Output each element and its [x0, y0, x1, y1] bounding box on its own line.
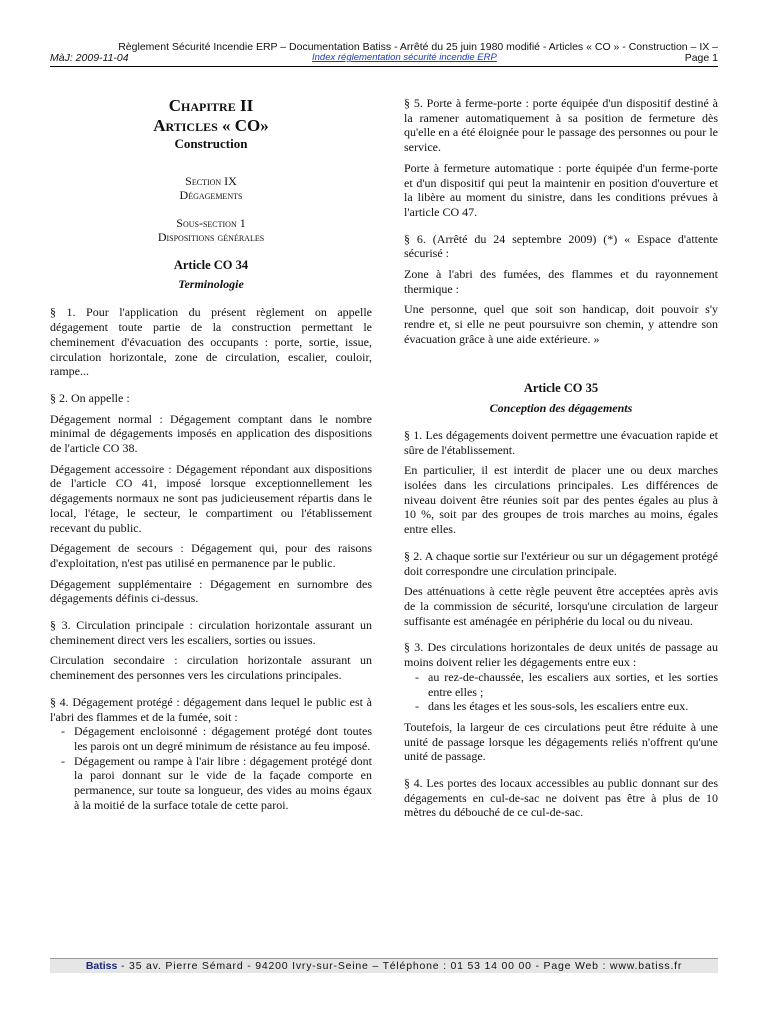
co34-paragraph-2: § 2. On appelle :	[50, 390, 130, 405]
co35-paragraph-4: § 4. Les portes des locaux accessibles au public donnant sur des dégagements en cul-de-sac ne doivent pas être à plus de 10 mètres du débouché de ce cul-de-sac.	[404, 776, 718, 820]
index-link[interactable]: Index réglementation sécurité incendie ERP	[312, 52, 497, 63]
left-column	[50, 96, 372, 819]
document-header-title: Règlement Sécurité Incendie ERP – Documentation Batiss - Arrêté du 25 juin 1980 modifié - Articles « CO » - Construction – IX –	[118, 41, 718, 53]
right-column	[404, 96, 718, 826]
articles-title: Articles « CO»	[153, 116, 269, 135]
co35-paragraph-3: § 3. Des circulations horizontales de deux unités de passage au moins doivent relier les dégagements entre eux :	[404, 640, 718, 670]
co34-paragraph-3: § 3. Circulation principale : circulation horizontale assurant un cheminement direct vers les escaliers, sorties ou issues.	[50, 618, 372, 647]
co34-paragraph-4: § 4. Dégagement protégé : dégagement dans lequel le public est à l'abri des flammes et de la fumée, soit :	[50, 694, 372, 724]
subsection-title: Sous-section 1	[176, 216, 246, 230]
subsection-subtitle: Dispositions générales	[157, 230, 265, 244]
co34-paragraph-4-list	[50, 724, 372, 812]
section-title: Section IX	[185, 174, 237, 188]
co35-paragraph-1: § 1. Les dégagements doivent permettre une évacuation rapide et sûre de l'établissement.	[404, 427, 718, 457]
document-header-meta	[50, 52, 718, 67]
chapter-title: Chapitre II	[168, 96, 254, 115]
footer-brand: Batiss	[85, 960, 118, 972]
update-date: MàJ: 2009-11-04	[50, 52, 129, 64]
co34-paragraph-6b: Zone à l'abri des fumées, des flammes et du rayonnement thermique :	[404, 267, 718, 296]
article-co34-subtitle: Terminologie	[178, 276, 244, 291]
co34-paragraph-5b: Porte à fermeture automatique : porte équipée d'un ferme-porte et d'un dispositif qui peut la maintenir en position d'ouverture et la libère au moment du sinistre, dans les conditions prévues à l'article CO 47.	[404, 160, 718, 219]
co35-paragraph-3-list	[404, 670, 718, 714]
co35-paragraph-1b: En particulier, il est interdit de placer une ou deux marches isolées dans les circulations principales. Les différences de niveau doivent être réunies soit par des pentes égales au plus à 10 %, soit par des groupes de trois marches au moins, égales entre elles.	[404, 463, 718, 537]
list-item: - Dégagement encloisonné : dégagement protégé dont toutes les parois ont un degré minimum de résistance au feu imposé.	[50, 724, 372, 753]
co34-definition-accessoire: Dégagement accessoire : Dégagement répondant aux dispositions de l'article CO 41, imposé lorsque exceptionnellement les dégagements normaux ne sont pas judicieusement répartis dans le local, l'étage, le secteur, le compartiment ou l'établissement recevant du public.	[50, 461, 372, 535]
footer-contact: - 35 av. Pierre Sémard - 94200 Ivry-sur-Seine – Téléphone : 01 53 14 00 00 - Page Web : www.batiss.fr	[117, 960, 683, 972]
construction-title: Construction	[174, 136, 248, 151]
list-item: - au rez-de-chaussée, les escaliers aux sorties, et les sorties entre elles ;	[404, 670, 718, 699]
co35-paragraph-3b: Toutefois, la largeur de ces circulations peut être réduite à une unité de passage lorsque les dégagements reliés n'offrent qu'une unité de passage.	[404, 719, 718, 764]
co35-paragraph-2b: Des atténuations à cette règle peuvent être acceptées après avis de la commission de sécurité, lorsqu'une circulation de largeur suffisante est aménagée en périphérie du local ou du niveau.	[404, 584, 718, 628]
page-number: Page 1	[684, 52, 718, 64]
co34-paragraph-3b: Circulation secondaire : circulation horizontale assurant un cheminement des personnes vers les circulations principales.	[50, 653, 372, 683]
co34-definition-supplementaire: Dégagement supplémentaire : Dégagement en surnombre des dégagements définis ci-dessus.	[50, 576, 372, 606]
co34-paragraph-1: § 1. Pour l'application du présent règlement on appelle dégagement toute partie de la construction permettant le cheminement d'évacuation des occupants : porte, sortie, issue, circulation horizontale, zone de circulation, escalier, couloir, rampe...	[50, 305, 372, 379]
list-item: - dans les étages et les sous-sols, les escaliers entre eux.	[404, 699, 718, 714]
article-co34-title: Article CO 34	[173, 258, 249, 272]
co34-paragraph-6: § 6. (Arrêté du 24 septembre 2009) (*) « Espace d'attente sécurisé :	[404, 231, 718, 261]
co34-paragraph-6c: Une personne, quel que soit son handicap, doit pouvoir s'y rendre et, si elle ne peut poursuivre son chemin, y attendre son évacuation grâce à une aide extérieure. »	[404, 302, 718, 346]
co34-paragraph-5: § 5. Porte à ferme-porte : porte équipée d'un dispositif destiné à la ramener automatiquement à sa position de fermeture dès qu'elle en a été éloignée pour le passage des personnes ou pour le service.	[404, 96, 718, 155]
co34-definition-secours: Dégagement de secours : Dégagement qui, pour des raisons d'exploitation, n'est pas utilisé en permanence par le public.	[50, 541, 372, 570]
co34-definition-normal: Dégagement normal : Dégagement comptant dans le nombre minimal de dégagements imposés en application des dispositions de l'article CO 38.	[50, 411, 372, 456]
article-co35-title: Article CO 35	[523, 380, 599, 395]
list-item: - Dégagement ou rampe à l'air libre : dégagement protégé dont la paroi donnant sur le vide de la façade comporte en permanence, sur toute sa longueur, des vides au moins égaux à la moitié de la surface totale de cette paroi.	[50, 754, 372, 813]
co35-paragraph-2: § 2. A chaque sortie sur l'extérieur ou sur un dégagement protégé doit correspondre une circulation principale.	[404, 548, 718, 578]
section-subtitle: Dégagements	[179, 188, 243, 202]
article-co35-subtitle: Conception des dégagements	[489, 401, 633, 416]
page-footer	[50, 958, 718, 973]
